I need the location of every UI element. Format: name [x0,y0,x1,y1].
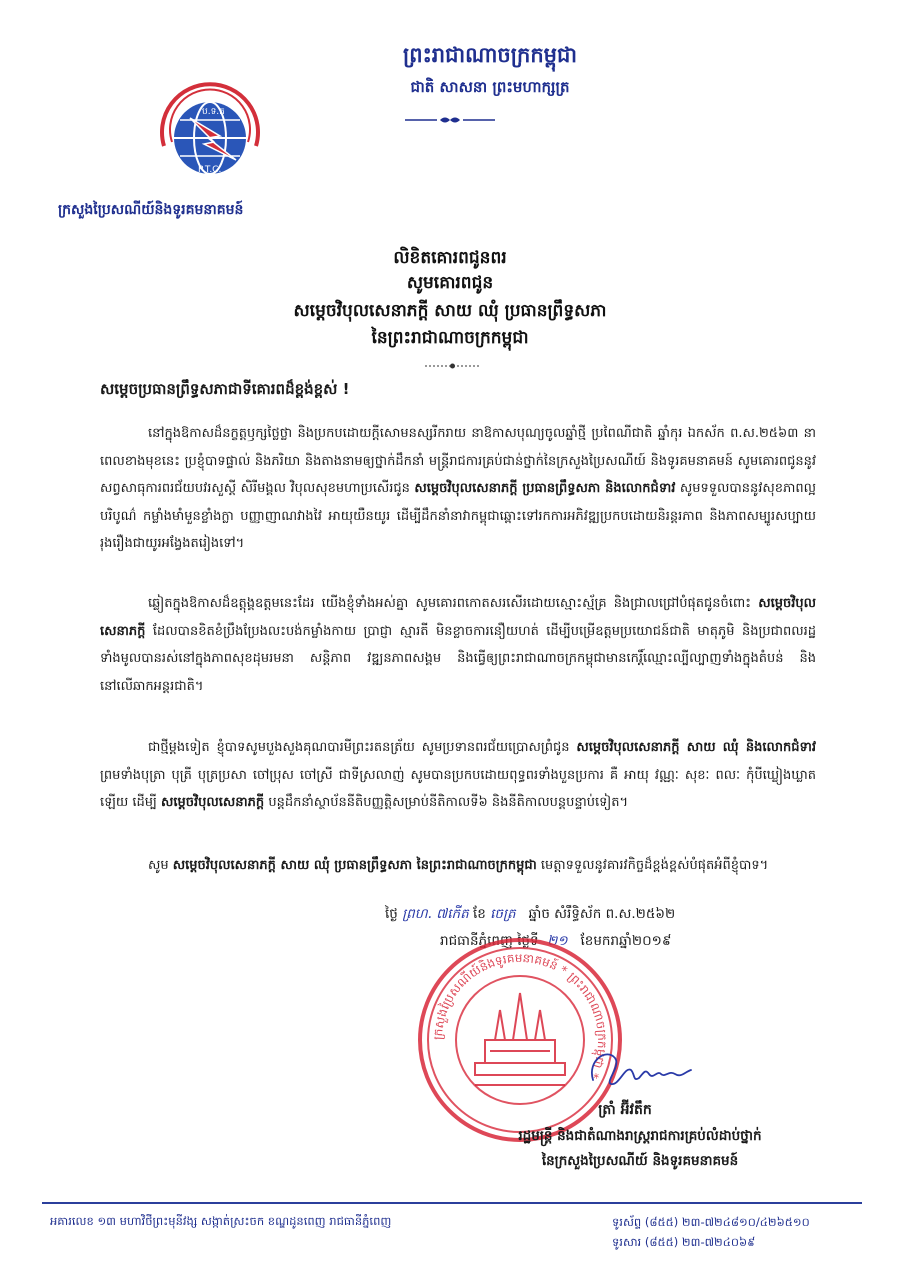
lunar-day-handwritten: ព្រហ. ៧កើត [402,906,469,922]
signature-icon [585,1040,695,1095]
p1-text: នៅក្នុងឱកាសដ៏នក្ខត្តឫក្សថ្លៃថ្លា និងប្រកបដោយក្តីសោមនស្សរីករាយ នាឱកាសបុណ្យចូលឆ្នាំថ្មី ប្រពៃណីជាតិ ឆ្នាំកុរ ឯកស័ក ព.ស.២៥៦៣ នាពេលខាងមុខនេះ ប្រខ្ញុំបាទផ្ទាល់ និងភរិយា និងតាងនាមឲ្យថ្នាក់ដឹកនាំ មន្ត្រីរាជការគ្រប់ជាន់ថ្នាក់នៃក្រសួងប្រៃសណីយ៍ និងទូរគមនាគមន៍ សូមគោរពជូននូវសព្វសាធុការពរជ័យបវរសួស្តី សិរីមង្គល វិបុលសុខមហាប្រសើរជូន [100,426,816,496]
footer-address: អគារលេខ ១៣ មហាវិថីព្រះមុនីវង្ស សង្កាត់ស្រះចក ខណ្ឌដូនពេញ រាជធានីភ្នំពេញ [50,1214,392,1228]
signer-position-2: នៃក្រសួងប្រៃសណីយ៍ និងទូរគមនាគមន៍ [541,1153,739,1169]
ministry-name: ក្រសួងប្រៃសណីយ៍និងទូរគមនាគមន៍ [58,202,244,218]
p3-end: ព្រមទាំងបុត្រា បុត្រី បុត្រប្រសា ចៅប្រុស ចៅស្រី ជាទីស្រលាញ់ សូមបានប្រកបដោយពុទ្ធពរទាំងបួនប្រការ គឺ អាយុ វណ្ណៈ សុខៈ ពលៈ កុំបីឃ្លៀងឃ្លាតឡើយ ដើម្បី [100,767,816,810]
lunar-prefix: ថ្ងៃ [385,906,398,922]
lunar-date [385,905,675,925]
footer-phone: ទូរស័ព្ទ (៨៥៥) ២៣-៧២៤៨១០/៤២៦៥១០ [612,1215,810,1229]
p3-text: ជាថ្មីម្តងទៀត ខ្ញុំបាទសូមបួងសួងគុណបារមីព្រះរតនត្រ័យ សូមប្រទានពរជ័យប្រោសព្រំជូន [148,740,570,755]
ministry-logo-icon [150,76,270,196]
lunar-year: ឆ្នាំច សំរឹទ្ធិស័ក ព.ស.២៥៦២ [528,906,676,922]
p2-text: ឆ្លៀតក្នុងឱកាសដ៏ឧត្តុង្គឧត្តមនេះដែរ យើងខ្ញុំទាំងអស់គ្នា សូមគោរពកោតសរសើរដោយស្មោះស្ម័គ្រ និងជ្រាលជ្រៅបំផុតជូនចំពោះ [148,596,752,611]
small-ornament-icon [425,362,480,370]
addressee-name: សម្តេចវិបុលសេនាភក្តី សាយ ឈុំ ប្រធានព្រឹទ្ធសភា [293,301,607,321]
signer-name: ត្រាំ អ៊ីវតឹក [598,1102,652,1118]
paragraph-3 [100,734,816,817]
logo-text-bottom: P.T.C. [198,165,222,175]
p4-end: មេត្តាទទួលនូវគារវកិច្ចដ៏ខ្ពង់ខ្ពស់បំផុតអំពីខ្ញុំបាទ។ [540,858,769,873]
p3-bold-2: សម្តេចវិបុលសេនាភក្តី [161,795,265,810]
svg-text:ក្រសួងប្រៃសណីយ៍និងទូរគមនាគមន៍ [431,951,609,1081]
national-motto: ជាតិ សាសនា ព្រះមហាក្សត្រ [410,78,570,96]
p1-end: សូមទទួលបាននូវសុខភាពល្អបរិបូណ៌ កម្លាំងមាំមួនខ្លាំងក្លា បញ្ញាញាណវាងវៃ អាយុយឺនយូរ ដើម្បីដឹកនាំនាវាកម្ពុជាឆ្ពោះទៅរកការអភិវឌ្ឍប្រកបដោយនិរន្តរភាព និងភាពសម្បូរសប្បាយរុងរឿងជាយូរអង្វែងតរៀងទៅ។ [100,481,816,551]
lunar-month-handwritten: ចេត្រ [490,906,516,922]
signer-position-1: រដ្ឋមន្ត្រី និងជាតំណាងរាស្ត្ររាជការគ្រប់លំដាប់ថ្នាក់ [518,1128,762,1144]
p2-end: ដែលបានខិតខំប្រឹងប្រែងលះបង់កម្លាំងកាយ ប្រាជ្ញា ស្មារតី មិនខ្លាចការនឿយហត់ ដើម្បីបម្រើឧត្តមប្រយោជន៍ជាតិ មាតុភូមិ និងប្រជាពលរដ្ឋទាំងមូលបានរស់នៅក្នុងភាពសុខដុមរមនា សន្តិភាព វឌ្ឍនភាពសង្គម និងធ្វើឲ្យព្រះរាជាណាចក្រកម្ពុជាមានកេរ្តិ៍ឈ្មោះល្បីល្បាញទាំងក្នុងតំបន់ និងនៅលើឆាកអន្តរជាតិ។ [100,623,816,694]
p1-bold: សម្តេចវិបុលសេនាភក្តី ប្រធានព្រឹទ្ធសភា និងលោកជំទាវ [414,481,676,496]
footer-divider [42,1202,862,1204]
place-prefix: រាជធានីភ្នំពេញ ថ្ងៃទី [440,933,539,949]
salutation: សម្តេចប្រធានព្រឹទ្ធសភាជាទីគោរពដ៏ខ្ពង់ខ្ពស់ ! [100,380,350,398]
lunar-month-label: ខែ [472,906,486,922]
kingdom-title: ព្រះរាជាណាចក្រកម្ពុជា [402,43,577,67]
paragraph-4 [100,852,816,880]
logo-text-top: ប.ទ.ក [202,107,225,117]
footer-fax: ទូរសារ (៨៥៥) ២៣-៧២៤០៦៩ [612,1235,756,1249]
p3-bold: សម្តេចវិបុលសេនាភក្តី សាយ ឈុំ និងលោកជំទាវ [576,740,816,755]
month-year: ខែមករាឆ្នាំ២០១៩ [580,933,672,949]
addressee-line: សូមគោរពជូន [406,273,494,293]
ornament-divider-icon [405,115,495,125]
p4-bold: សម្តេចវិបុលសេនាភក្តី សាយ ឈុំ ប្រធានព្រឹទ្ធសភា នៃព្រះរាជាណាចក្រកម្ពុជា [172,858,537,873]
footer-contact [612,1212,810,1252]
letter-title: លិខិតគោរពជូនពរ [393,248,507,268]
p3-end-2: បន្តដឹកនាំស្ថាប័ននីតិបញ្ញត្តិសម្រាប់នីតិកាលទី៦ និងនីតិកាលបន្តបន្ទាប់ទៀត។ [268,795,629,810]
p2-bold: សម្តេចវិបុលសេនាភក្តី [100,596,816,639]
addressee-institution: នៃព្រះរាជាណាចក្រកម្ពុជា [371,328,529,348]
day-handwritten: ២១ [547,933,568,949]
seal-ring-text: ក្រសួងប្រៃសណីយ៍និងទូរគមនាគមន៍ * ព្រះរាជាណាចក្រកម្ពុជា * [430,950,610,1081]
p4-text: សូម [148,858,169,873]
paragraph-1 [100,420,816,558]
paragraph-2 [100,590,816,700]
